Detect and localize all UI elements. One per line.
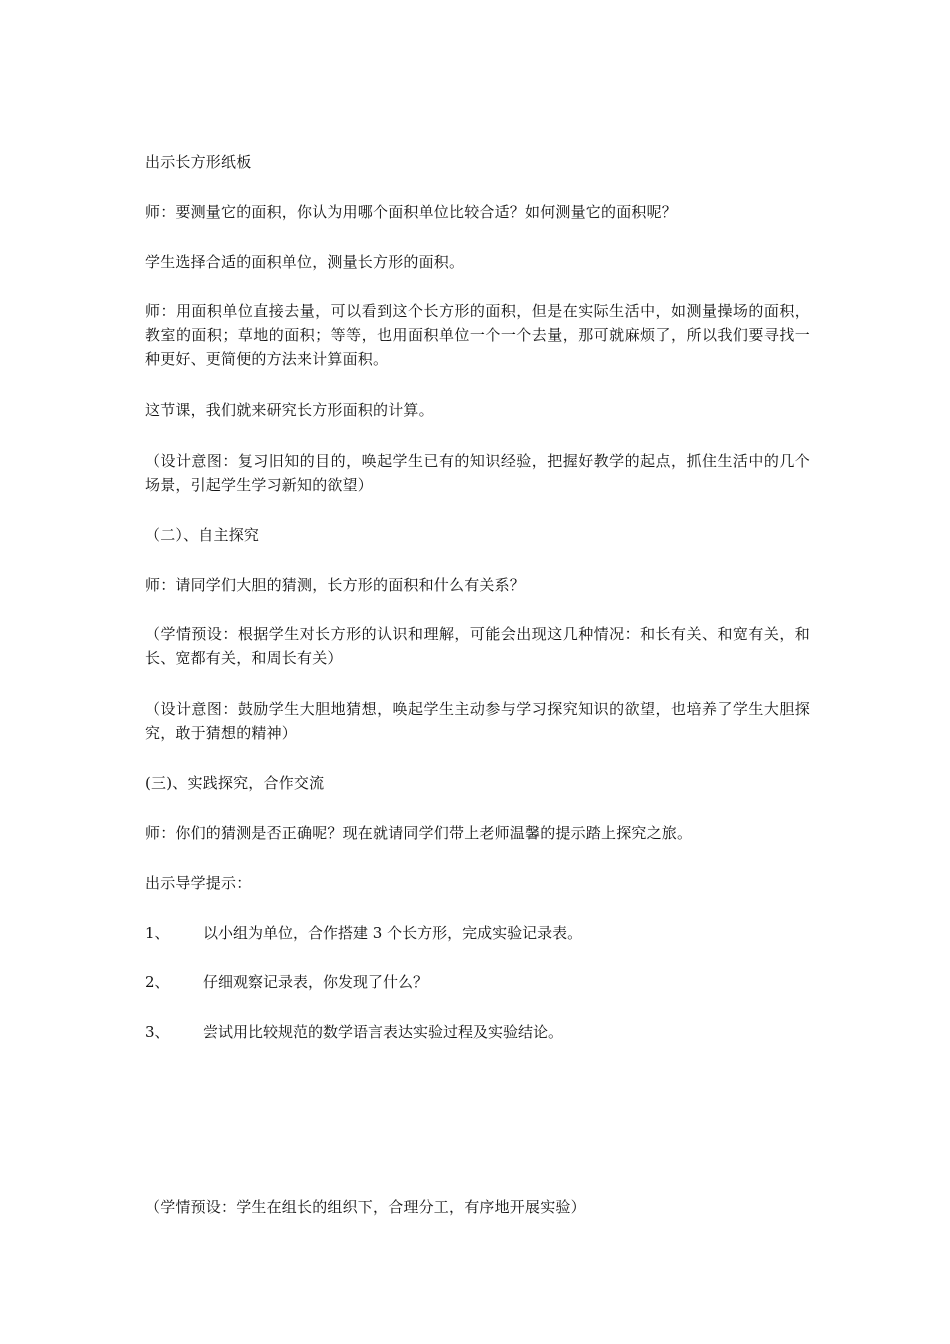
paragraph-teacher-verify: 师：你们的猜测是否正确呢？现在就请同学们带上老师温馨的提示踏上探究之旅。 — [145, 824, 693, 842]
paragraph-design-intent-1: （设计意图：复习旧知的目的，唤起学生已有的知识经验，把握好教学的起点，抓住生活中的几个场景，引起学生学习新知的欲望） — [145, 452, 810, 494]
paragraph-teacher-guess: 师：请同学们大胆的猜测，长方形的面积和什么有关系？ — [145, 576, 526, 594]
paragraph-student-measure: 学生选择合适的面积单位，测量长方形的面积。 — [145, 253, 465, 271]
list-item-number: 1、 — [145, 924, 170, 942]
list-item-text: 以小组为单位，合作搭建 3 个长方形，完成实验记录表。 — [203, 924, 583, 942]
list-item-text: 仔细观察记录表，你发现了什么？ — [203, 973, 429, 991]
section-heading-self-exploration: （二）、自主探究 — [145, 526, 260, 544]
list-item-number: 2、 — [145, 973, 170, 991]
paragraph-student-prediction-2: （学情预设：学生在组长的组织下，合理分工，有序地开展实验） — [145, 1198, 586, 1216]
paragraph-student-prediction-1: （学情预设：根据学生对长方形的认识和理解，可能会出现这几种情况：和长有关、和宽有关，和长、宽都有关，和周长有关） — [145, 625, 810, 667]
list-item — [145, 970, 810, 994]
paragraph-show-cardboard: 出示长方形纸板 — [145, 153, 252, 171]
paragraph-teacher-question: 师：要测量它的面积，你认为用哪个面积单位比较合适？如何测量它的面积呢？ — [145, 203, 678, 221]
paragraph-guide-hints: 出示导学提示： — [145, 874, 252, 892]
section-heading-practice: (三)、实践探究，合作交流 — [145, 774, 325, 792]
paragraph-design-intent-2: （设计意图：鼓励学生大胆地猜想，唤起学生主动参与学习探究知识的欲望，也培养了学生大胆探究，敢于猜想的精神） — [145, 700, 810, 742]
list-item — [145, 921, 810, 945]
list-item-text: 尝试用比较规范的数学语言表达实验过程及实验结论。 — [203, 1023, 564, 1041]
list-item — [145, 1020, 810, 1044]
paragraph-lesson-intro: 这节课，我们就来研究长方形面积的计算。 — [145, 401, 434, 419]
paragraph-teacher-explanation: 师：用面积单位直接去量，可以看到这个长方形的面积，但是在实际生活中，如测量操场的面积，教室的面积；草地的面积；等等，也用面积单位一个一个去量，那可就麻烦了，所以我们要寻找一种更好、更简便的方法来计算面积。 — [145, 302, 810, 368]
list-item-number: 3、 — [145, 1023, 170, 1041]
